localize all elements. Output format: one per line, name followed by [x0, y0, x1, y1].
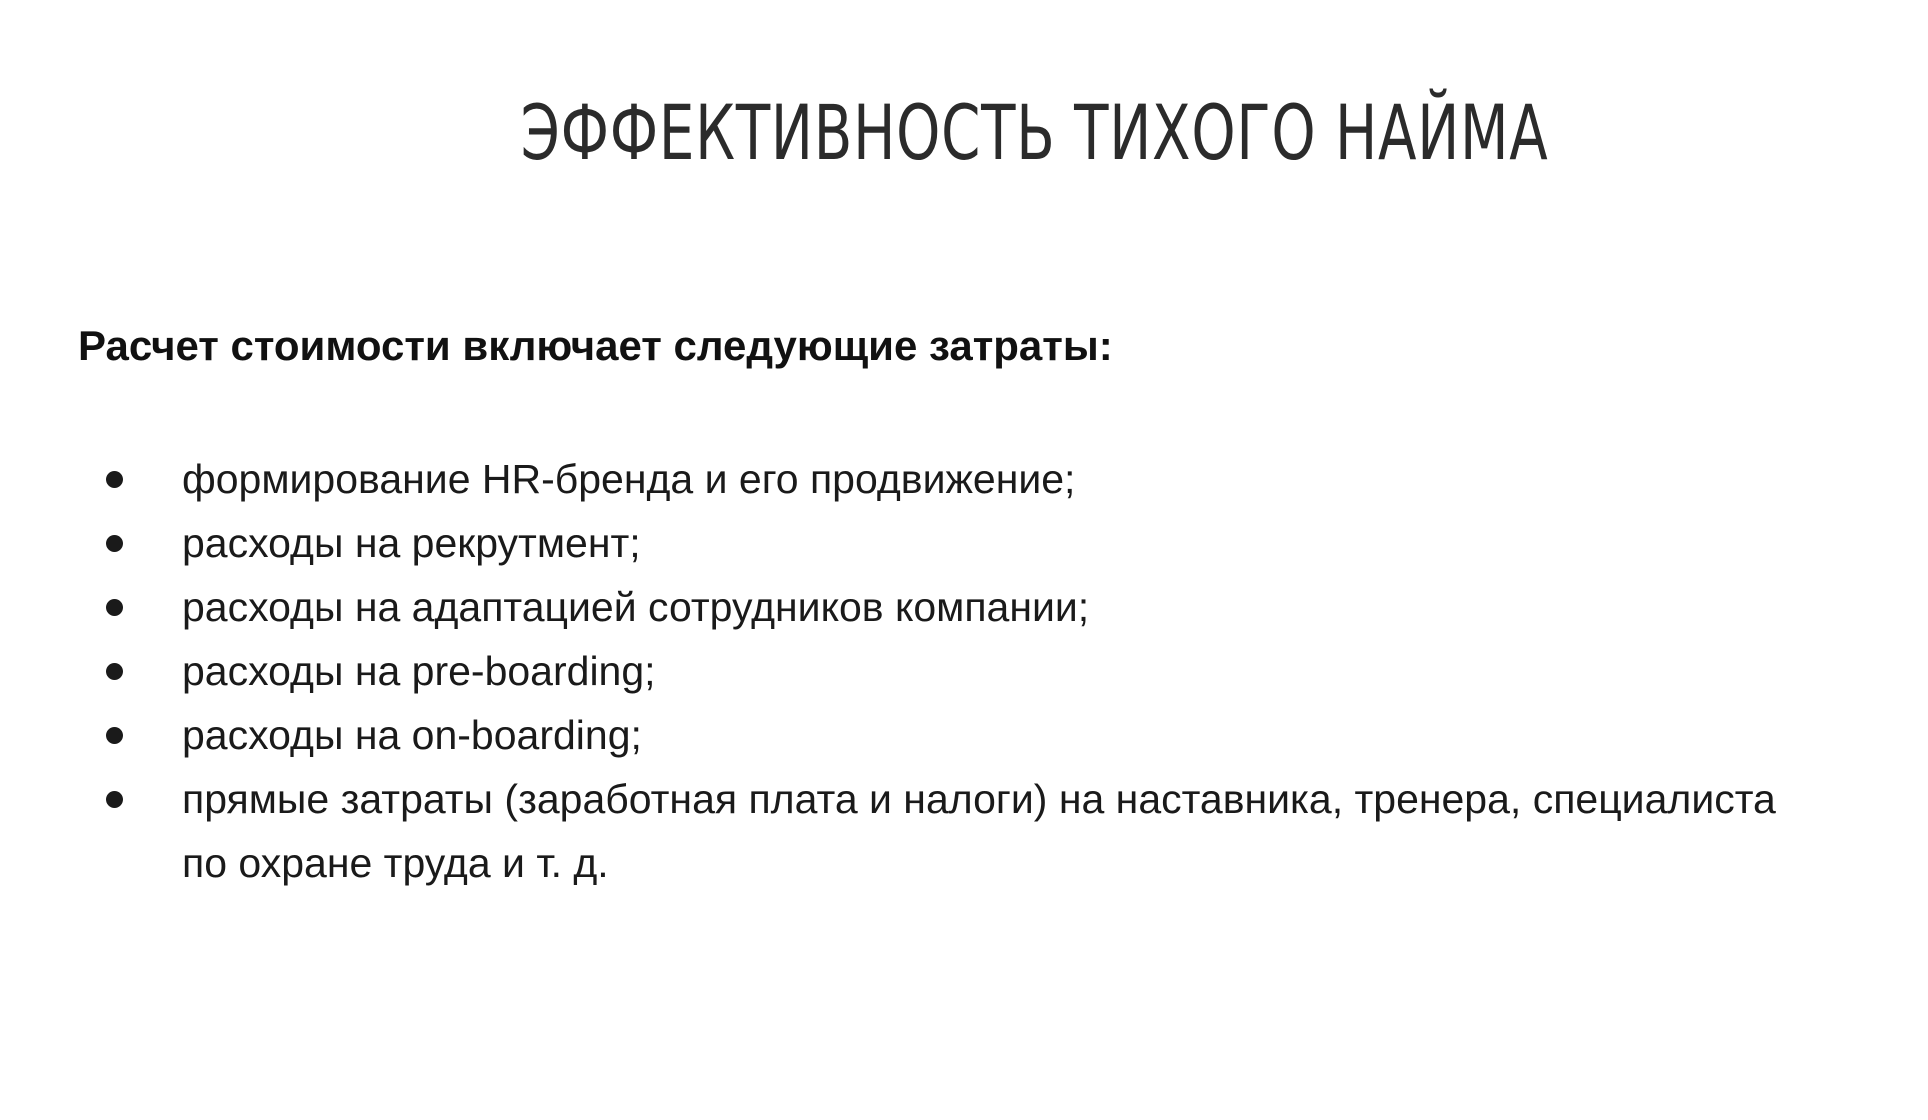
list-item	[100, 575, 1800, 639]
list-item-text: расходы на адаптацией сотрудников компании;	[182, 584, 1090, 630]
slide-title: ЭФФЕКТИВНОСТЬ ТИХОГО НАЙМА	[520, 88, 1549, 177]
list-item-text: расходы на рекрутмент;	[182, 520, 641, 566]
list-item-text: расходы на pre-boarding;	[182, 648, 656, 694]
bullet-icon	[106, 471, 123, 488]
list-item	[100, 639, 1800, 703]
bullet-icon	[106, 791, 123, 808]
list-item	[100, 767, 1800, 895]
list-item	[100, 511, 1800, 575]
bullet-icon	[106, 599, 123, 616]
cost-items-list	[100, 447, 1800, 895]
list-item-text: расходы на on-boarding;	[182, 712, 642, 758]
bullet-icon	[106, 663, 123, 680]
list-item	[100, 703, 1800, 767]
list-item-text: формирование HR-бренда и его продвижение;	[182, 456, 1076, 502]
bullet-icon	[106, 535, 123, 552]
bullet-icon	[106, 727, 123, 744]
list-item-text: прямые затраты (заработная плата и налоги) на наставника, тренера, специалиста по охране труда и т. д.	[182, 776, 1776, 886]
cost-calculation-heading: Расчет стоимости включает следующие затраты:	[78, 322, 1113, 369]
list-item	[100, 447, 1800, 511]
